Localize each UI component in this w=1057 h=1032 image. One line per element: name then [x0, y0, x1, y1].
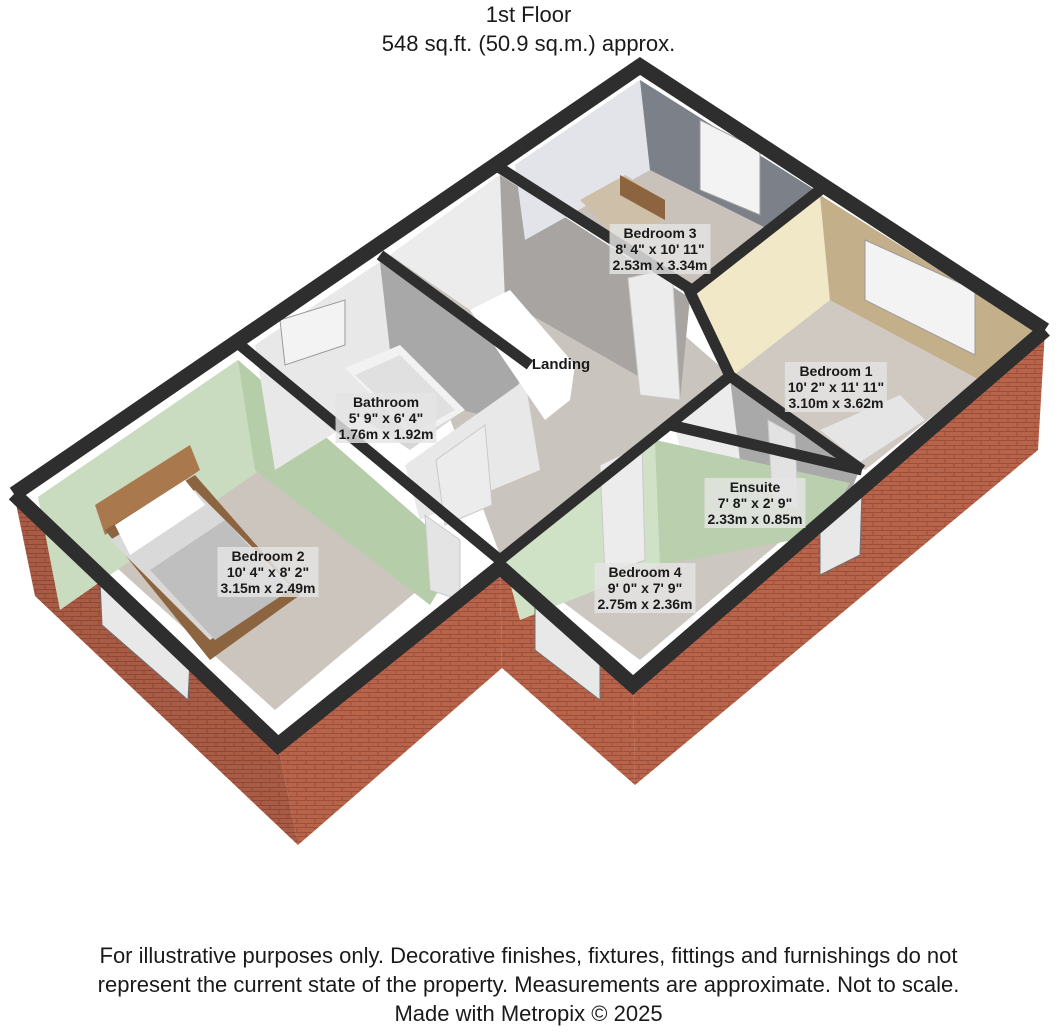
room-size-metric: 2.75m x 2.36m: [597, 596, 693, 612]
disclaimer-line-1: For illustrative purposes only. Decorative finishes, fixtures, fittings and furnishings do not: [99, 943, 958, 968]
room-size-metric: 2.53m x 3.34m: [612, 257, 708, 273]
room-size-imperial: 8' 4" x 10' 11": [615, 241, 705, 257]
room-size-imperial: 10' 2" x 11' 11": [787, 379, 885, 395]
room-label-bathroom: [336, 393, 437, 443]
room-size-imperial: 10' 4" x 8' 2": [226, 564, 310, 580]
room-label-bedroom-3: [610, 224, 711, 274]
disclaimer-footer: [0, 941, 1057, 1028]
room-name: Bedroom 2: [231, 548, 305, 564]
room-size-imperial: 7' 8" x 2' 9": [717, 495, 793, 511]
room-name: Bedroom 3: [623, 225, 697, 241]
floor-title: 1st Floor: [485, 2, 572, 27]
room-size-imperial: 5' 9" x 6' 4": [348, 410, 424, 426]
room-name: Ensuite: [729, 479, 781, 495]
room-size-imperial: 9' 0" x 7' 9": [607, 580, 683, 596]
room-size-metric: 2.33m x 0.85m: [707, 511, 803, 527]
room-size-metric: 3.15m x 2.49m: [220, 580, 316, 596]
room-name: Bathroom: [352, 394, 420, 410]
room-label-bedroom-2: [218, 547, 319, 597]
room-label-ensuite: [705, 478, 806, 528]
copyright-line: Made with Metropix © 2025: [394, 1001, 663, 1026]
room-size-metric: 1.76m x 1.92m: [338, 426, 434, 442]
disclaimer-line-2: represent the current state of the property. Measurements are approximate. Not to scale.: [97, 972, 960, 997]
floor-area: 548 sq.ft. (50.9 sq.m.) approx.: [381, 31, 676, 56]
room-label-bedroom-1: [785, 362, 887, 412]
room-name: Bedroom 1: [799, 363, 873, 379]
room-name: Bedroom 4: [608, 564, 682, 580]
room-size-metric: 3.10m x 3.62m: [788, 395, 884, 411]
room-label-bedroom-4: [595, 563, 696, 613]
room-label-landing: Landing: [531, 356, 591, 373]
